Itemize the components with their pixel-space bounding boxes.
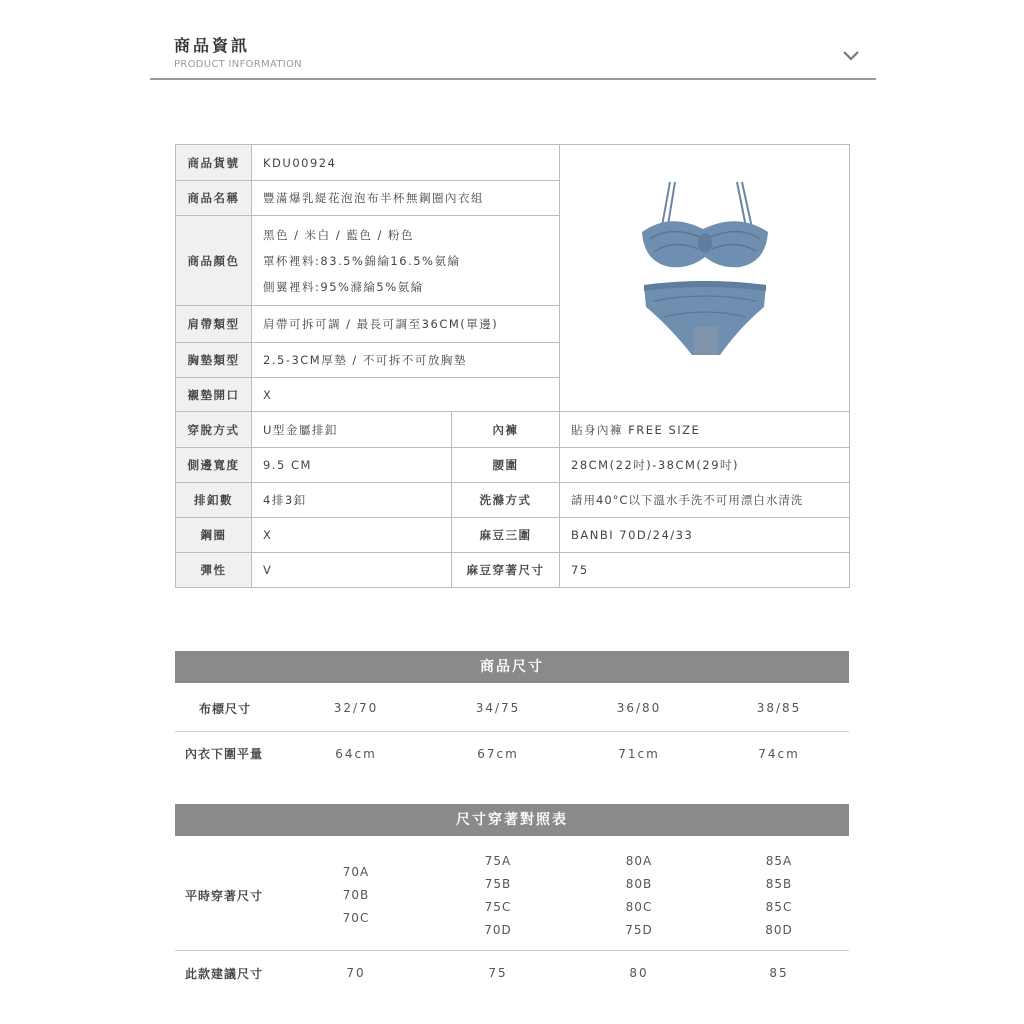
section-title: 商品資訊: [174, 36, 251, 55]
section-subtitle: PRODUCT INFORMATION: [174, 59, 302, 70]
usual-col-3: [569, 842, 709, 950]
waist-value: 28CM(22吋)-38CM(29吋): [560, 448, 850, 483]
hooks-value: 4排3釦: [252, 483, 452, 518]
size-cell: 80C: [625, 899, 653, 914]
size-cell: 70C: [342, 911, 370, 926]
side-label: 側邊寬度: [176, 448, 252, 483]
wear-value: U型金屬排釦: [252, 412, 452, 448]
size-cell: 70B: [342, 888, 370, 903]
suggested-cell: 70: [346, 966, 366, 981]
pad-value: 2.5-3CM厚墊 / 不可拆不可放胸墊: [252, 343, 560, 378]
color-label: 商品顏色: [176, 216, 252, 306]
bra-set-illustration: [630, 177, 780, 377]
underbust-cell: 64cm: [335, 746, 377, 761]
product-image: [560, 145, 850, 412]
model-size-value: 75: [560, 553, 850, 588]
usual-col-1: [285, 842, 427, 950]
size-section-bar: 商品尺寸: [175, 651, 849, 683]
cup-lining: 罩杯裡料:83.5%錦綸16.5%氨綸: [263, 253, 461, 268]
underbust-cell: 74cm: [758, 746, 800, 761]
size-cell: 36/80: [569, 686, 709, 731]
model-label: 麻豆三圍: [452, 518, 560, 553]
chevron-down-icon[interactable]: [842, 50, 860, 62]
hooks-label: 排釦數: [176, 483, 252, 518]
pad-label: 胸墊類型: [176, 343, 252, 378]
label-suggested-size: 此款建議尺寸: [185, 966, 264, 981]
suggested-cell: 75: [488, 966, 508, 981]
size-cell: 75B: [484, 876, 512, 891]
model-value: BANBI 70D/24/33: [560, 518, 850, 553]
suggested-cell: 85: [769, 966, 789, 981]
side-lining: 側翼裡料:95%滌綸5%氨綸: [263, 279, 424, 294]
wire-value: X: [252, 518, 452, 553]
model-size-label: 麻豆穿著尺寸: [452, 553, 560, 588]
size-cell: 80A: [625, 853, 653, 868]
colors-list: 黑色 / 米白 / 藍色 / 粉色: [263, 227, 415, 242]
size-cell: 80D: [765, 922, 793, 937]
side-value: 9.5 CM: [252, 448, 452, 483]
item-no-value: KDU00924: [252, 145, 560, 181]
color-values: [252, 216, 560, 306]
panty-label: 內褲: [452, 412, 560, 448]
size-cell: 70A: [342, 865, 370, 880]
chart-section-bar: 尺寸穿著對照表: [175, 804, 849, 836]
wash-label: 洗滌方式: [452, 483, 560, 518]
size-cell: 85C: [765, 899, 793, 914]
panty-value: 貼身內褲 FREE SIZE: [560, 412, 850, 448]
size-cell: 38/85: [709, 686, 849, 731]
size-cell: 80B: [625, 876, 653, 891]
strap-value: 肩帶可拆可調 / 最長可調至36CM(單邊): [252, 306, 560, 343]
size-table: [175, 686, 849, 776]
usual-col-2: [427, 842, 569, 950]
size-cell: 75C: [484, 899, 512, 914]
name-value: 豐滿爆乳緹花泡泡布半杯無鋼圈內衣組: [252, 181, 560, 216]
size-cell: 85A: [765, 853, 793, 868]
pad-open-value: X: [252, 378, 560, 412]
elastic-value: V: [252, 553, 452, 588]
wear-label: 穿脫方式: [176, 412, 252, 448]
spec-table: [175, 144, 850, 588]
size-cell: 75A: [484, 853, 512, 868]
product-info-header: [150, 30, 876, 80]
suggested-cell: 80: [629, 966, 649, 981]
underbust-cell: 67cm: [477, 746, 519, 761]
usual-col-4: [709, 842, 849, 950]
strap-label: 肩帶類型: [176, 306, 252, 343]
label-underbust: 內衣下圍平量: [185, 747, 264, 762]
pad-open-label: 襯墊開口: [176, 378, 252, 412]
size-cell: 70D: [484, 922, 512, 937]
elastic-label: 彈性: [176, 553, 252, 588]
size-cell: 34/75: [427, 686, 569, 731]
underbust-cell: 71cm: [618, 746, 660, 761]
name-label: 商品名稱: [176, 181, 252, 216]
size-chart-table: [175, 842, 849, 996]
item-no-label: 商品貨號: [176, 145, 252, 181]
wire-label: 鋼圈: [176, 518, 252, 553]
size-cell: 32/70: [285, 686, 427, 731]
wash-value: 請用40°C以下溫水手洗不可用漂白水清洗: [560, 483, 850, 518]
label-usual-size: 平時穿著尺寸: [175, 842, 285, 950]
size-cell: 75D: [625, 922, 653, 937]
waist-label: 腰圍: [452, 448, 560, 483]
label-size-tag: 布標尺寸: [175, 686, 285, 731]
size-cell: 85B: [765, 876, 793, 891]
